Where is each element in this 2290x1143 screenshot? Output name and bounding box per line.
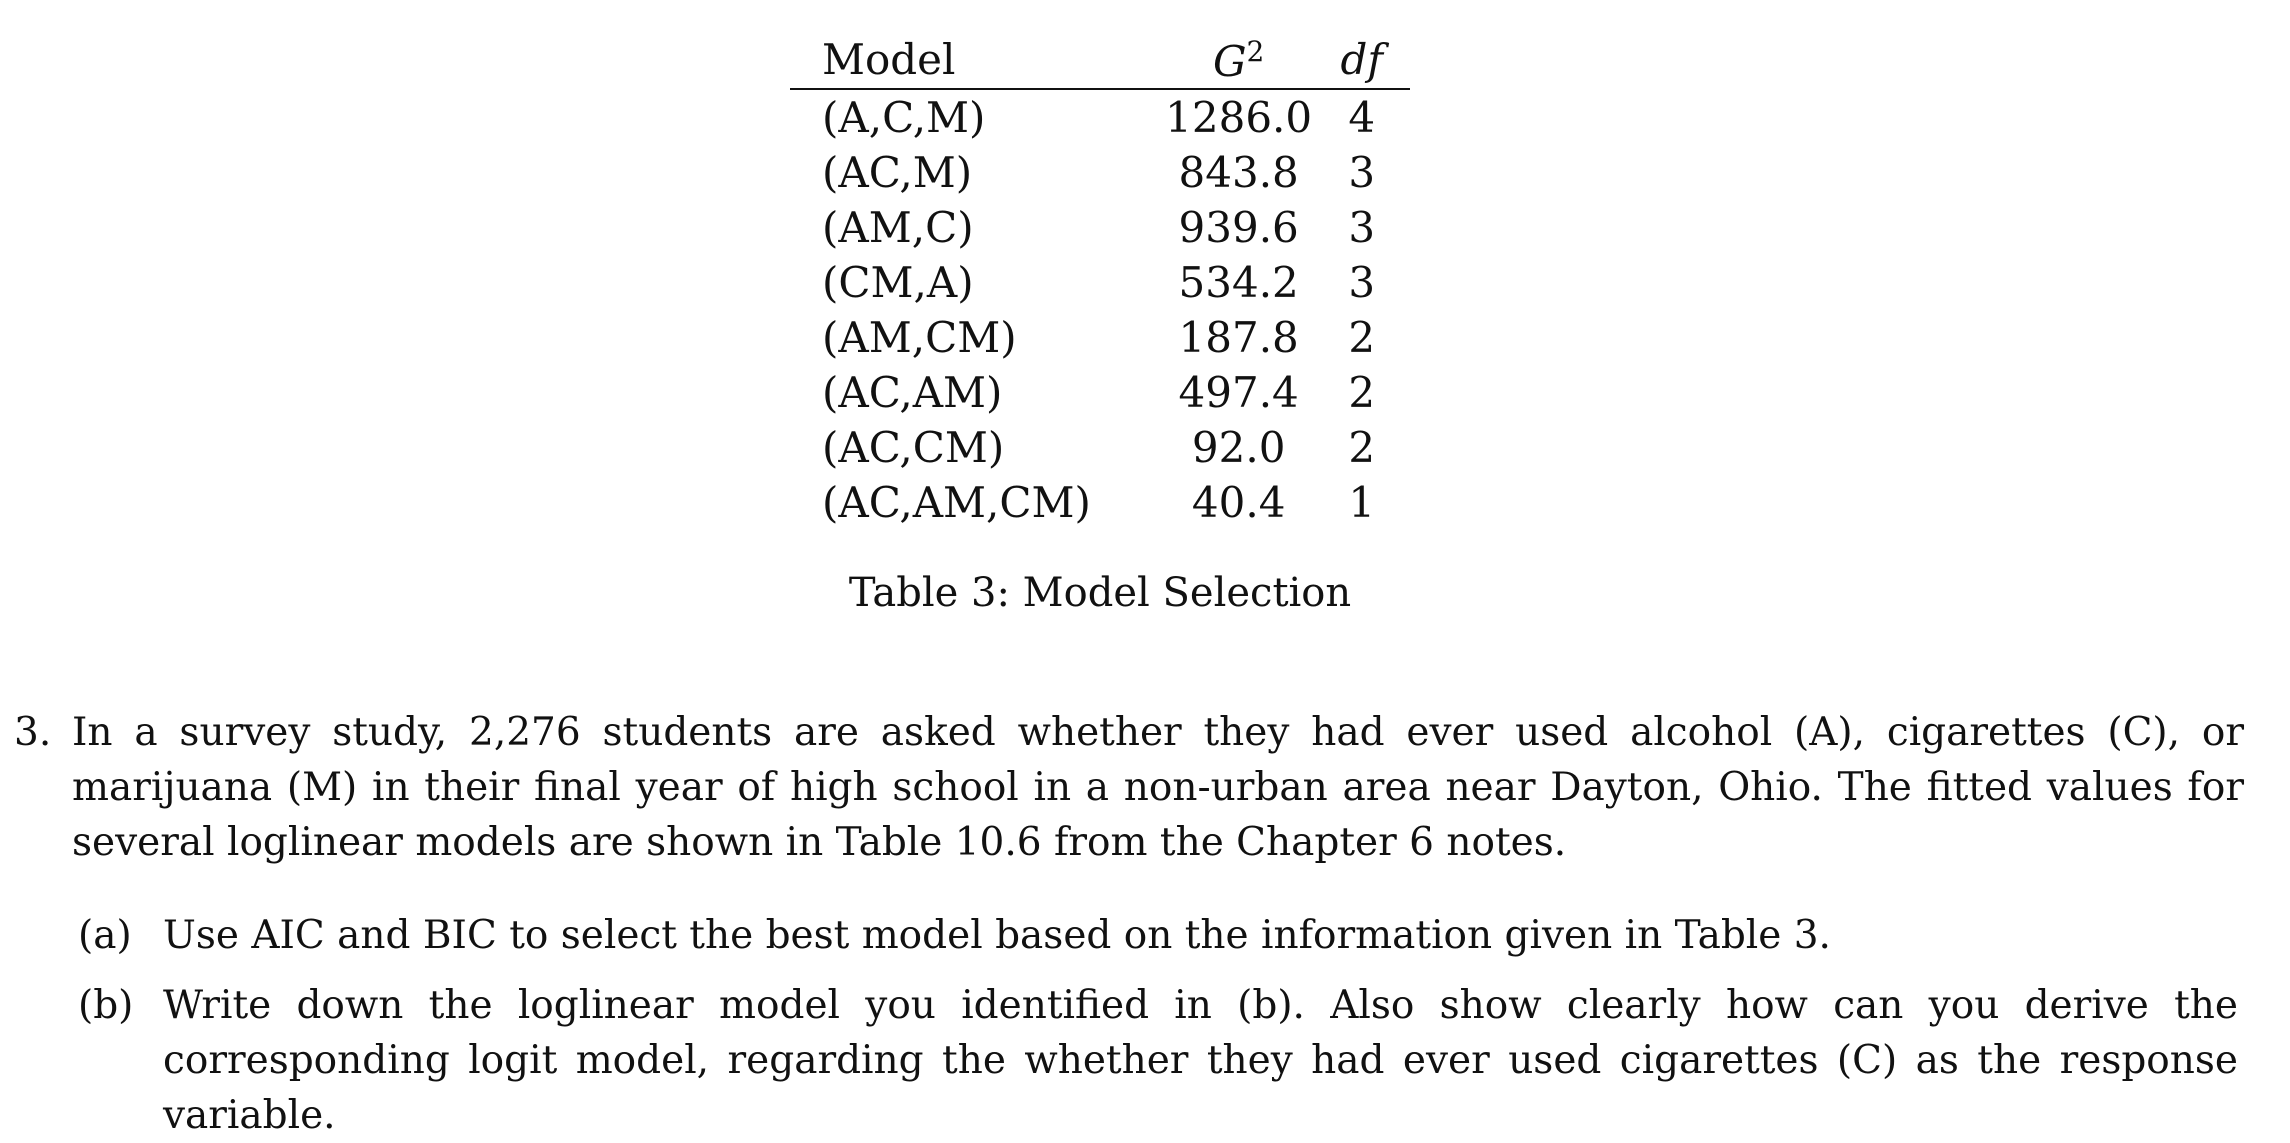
question-part-a xyxy=(78,908,2238,963)
table-row xyxy=(790,255,1410,310)
header-g2-symbol: G xyxy=(1212,36,1247,86)
table-row xyxy=(790,420,1410,475)
cell-g2: 939.6 xyxy=(1178,202,1299,252)
cell-df: 3 xyxy=(1348,257,1376,307)
cell-g2: 187.8 xyxy=(1178,312,1299,362)
cell-model: (AM,C) xyxy=(822,202,974,252)
table-row xyxy=(790,200,1410,255)
header-model: Model xyxy=(790,32,1164,89)
cell-df: 3 xyxy=(1348,147,1376,197)
cell-df: 1 xyxy=(1348,477,1376,527)
cell-model: (AM,CM) xyxy=(822,312,1017,362)
question-text: In a survey study, 2,276 students are asked whether they had ever used alcohol (A), cigarettes (C), or marijuana (M) in their final year of high school in a non-urban area near Dayton, Ohio. The fitted values for several loglinear models are shown in Table 10.6 from the Chapter 6 notes. xyxy=(72,710,2244,865)
table-row xyxy=(790,475,1410,530)
cell-df: 2 xyxy=(1348,422,1376,472)
part-label: (b) xyxy=(78,983,134,1028)
part-text: Use AIC and BIC to select the best model based on the information given in Table 3. xyxy=(163,913,1831,958)
cell-df: 4 xyxy=(1348,92,1376,142)
model-selection-table xyxy=(790,32,1410,530)
cell-model: (A,C,M) xyxy=(822,92,986,142)
header-g2-superscript: 2 xyxy=(1246,34,1265,68)
table-row xyxy=(790,365,1410,420)
model-selection-table-container xyxy=(790,32,1410,530)
cell-df: 2 xyxy=(1348,367,1376,417)
part-text: Write down the loglinear model you identified in (b). Also show clearly how can you derive the corresponding logit model, regarding the whether they had ever used cigarettes (C) as the response variable. xyxy=(163,983,2238,1138)
cell-model: (AC,AM) xyxy=(822,367,1003,417)
cell-g2: 40.4 xyxy=(1191,477,1286,527)
cell-g2: 497.4 xyxy=(1178,367,1299,417)
cell-model: (AC,M) xyxy=(822,147,973,197)
cell-model: (AC,AM,CM) xyxy=(822,477,1091,527)
table-row xyxy=(790,145,1410,200)
cell-df: 3 xyxy=(1348,202,1376,252)
cell-g2: 1286.0 xyxy=(1165,92,1313,142)
cell-g2: 92.0 xyxy=(1191,422,1286,472)
cell-g2: 843.8 xyxy=(1178,147,1299,197)
part-label: (a) xyxy=(78,913,132,958)
cell-g2: 534.2 xyxy=(1178,257,1299,307)
cell-model: (CM,A) xyxy=(822,257,974,307)
question-number: 3. xyxy=(14,710,52,755)
header-g2 xyxy=(1164,32,1313,89)
cell-model: (AC,CM) xyxy=(822,422,1005,472)
cell-df: 2 xyxy=(1348,312,1376,362)
question-part-b xyxy=(78,978,2238,1143)
table-caption: Table 3: Model Selection xyxy=(848,570,1352,616)
table-row xyxy=(790,89,1410,145)
question-3 xyxy=(14,705,2244,870)
table-row xyxy=(790,310,1410,365)
header-df: df xyxy=(1313,32,1410,89)
table-header-row xyxy=(790,32,1410,89)
